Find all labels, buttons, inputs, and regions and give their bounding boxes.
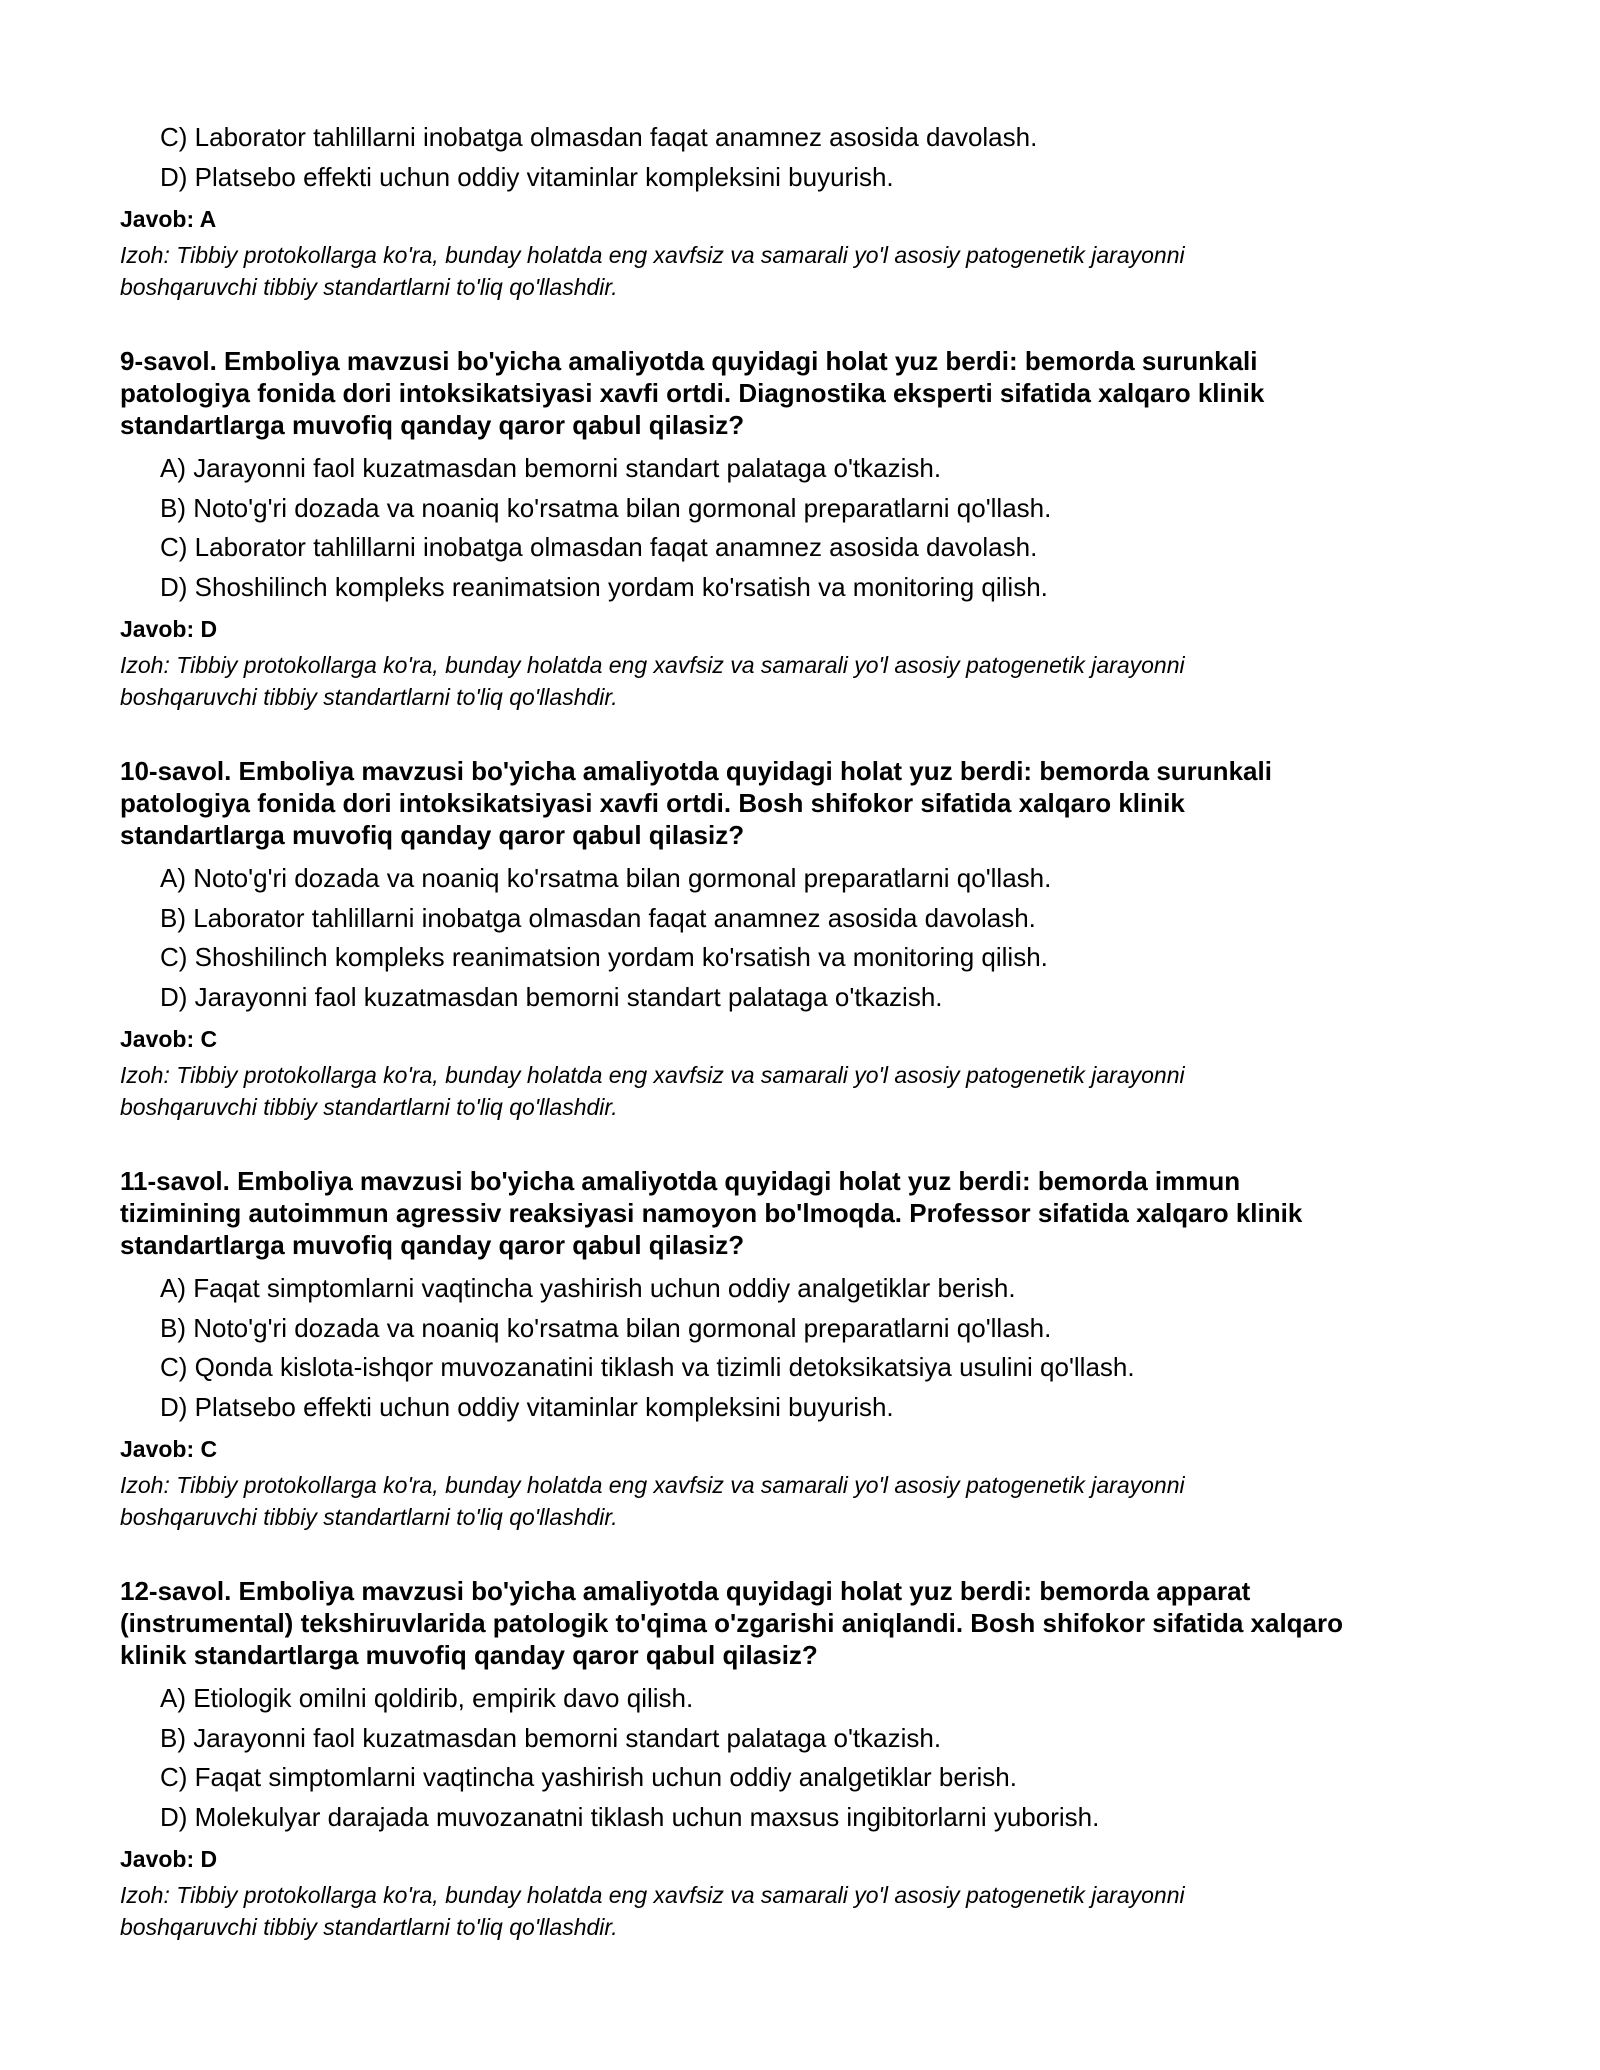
question-title-line: 12-savol. Emboliya mavzusi bo'yicha amaliyotda quyidagi holat yuz berdi: bemorda apparat [120, 1576, 1251, 1606]
question-title-line: standartlarga muvofiq qanday qaror qabul qilasiz? [120, 820, 745, 850]
question-title-line: klinik standartlarga muvofiq qanday qaror qabul qilasiz? [120, 1640, 818, 1670]
document-page [120, 118, 1500, 1943]
question-title-line: 11-savol. Emboliya mavzusi bo'yicha amaliyotda quyidagi holat yuz berdi: bemorda immun [120, 1166, 1241, 1196]
question-title-line: tizimining autoimmun agressiv reaksiyasi namoyon bo'lmoqda. Professor sifatida xalqaro klinik [120, 1198, 1303, 1228]
option-a: A) Noto'g'ri dozada va noaniq ko'rsatma bilan gormonal preparatlarni qo'llash. [160, 863, 1052, 893]
question-title-line: standartlarga muvofiq qanday qaror qabul qilasiz? [120, 410, 745, 440]
question-8-fragment [120, 118, 1500, 303]
explanation-line-2: boshqaruvchi tibbiy standartlarni to'liq qo'llashdir. [120, 1914, 618, 1940]
explanation [120, 649, 1500, 713]
answer: Javob: C [120, 1436, 218, 1462]
question-title-line: patologiya fonida dori intoksikatsiyasi xavfi ortdi. Diagnostika eksperti sifatida xalqaro klinik [120, 378, 1265, 408]
option-a: A) Etiologik omilni qoldirib, empirik davo qilish. [160, 1683, 694, 1713]
question-title-line: 9-savol. Emboliya mavzusi bo'yicha amaliyotda quyidagi holat yuz berdi: bemorda surunkali [120, 346, 1258, 376]
question-title-line: standartlarga muvofiq qanday qaror qabul qilasiz? [120, 1230, 745, 1260]
question-9 [120, 345, 1500, 713]
option-d: D) Platsebo effekti uchun oddiy vitaminlar kompleksini buyurish. [160, 161, 894, 192]
question-title [120, 1575, 1500, 1671]
option-d: D) Jarayonni faol kuzatmasdan bemorni standart palataga o'tkazish. [160, 981, 943, 1012]
answer: Javob: A [120, 206, 217, 232]
answer: Javob: D [120, 616, 218, 642]
answer: Javob: C [120, 1026, 218, 1052]
explanation-line-2: boshqaruvchi tibbiy standartlarni to'liq qo'llashdir. [120, 274, 618, 300]
question-title-line: 10-savol. Emboliya mavzusi bo'yicha amaliyotda quyidagi holat yuz berdi: bemorda surunkali [120, 756, 1272, 786]
option-b: B) Jarayonni faol kuzatmasdan bemorni standart palataga o'tkazish. [160, 1722, 942, 1753]
explanation-line-1: Izoh: Tibbiy protokollarga ko'ra, bunday holatda eng xavfsiz va samarali yo'l asosiy patogenetik jarayonni [120, 1472, 1185, 1498]
question-title [120, 345, 1500, 441]
option-d: D) Molekulyar darajada muvozanatni tiklash uchun maxsus ingibitorlarni yuborish. [160, 1801, 1100, 1832]
question-title [120, 755, 1500, 851]
question-title-line: patologiya fonida dori intoksikatsiyasi xavfi ortdi. Bosh shifokor sifatida xalqaro klinik [120, 788, 1185, 818]
answer: Javob: D [120, 1846, 218, 1872]
option-a: A) Jarayonni faol kuzatmasdan bemorni standart palataga o'tkazish. [160, 453, 942, 483]
question-12 [120, 1575, 1500, 1943]
option-c: C) Shoshilinch kompleks reanimatsion yordam ko'rsatish va monitoring qilish. [160, 942, 1048, 972]
explanation-line-2: boshqaruvchi tibbiy standartlarni to'liq qo'llashdir. [120, 684, 618, 710]
option-b: B) Noto'g'ri dozada va noaniq ko'rsatma bilan gormonal preparatlarni qo'llash. [160, 1312, 1052, 1343]
question-10 [120, 755, 1500, 1123]
explanation-line-2: boshqaruvchi tibbiy standartlarni to'liq qo'llashdir. [120, 1504, 618, 1530]
explanation-line-1: Izoh: Tibbiy protokollarga ko'ra, bunday holatda eng xavfsiz va samarali yo'l asosiy patogenetik jarayonni [120, 1062, 1185, 1088]
explanation-line-1: Izoh: Tibbiy protokollarga ko'ra, bunday holatda eng xavfsiz va samarali yo'l asosiy patogenetik jarayonni [120, 652, 1185, 678]
question-title-line: (instrumental) tekshiruvlarida patologik to'qima o'zgarishi aniqlandi. Bosh shifokor sifatida xalqaro [120, 1608, 1344, 1638]
explanation-line-2: boshqaruvchi tibbiy standartlarni to'liq qo'llashdir. [120, 1094, 618, 1120]
question-11 [120, 1165, 1500, 1533]
option-c: C) Laborator tahlillarni inobatga olmasdan faqat anamnez asosida davolash. [160, 122, 1038, 152]
option-a: A) Faqat simptomlarni vaqtincha yashirish uchun oddiy analgetiklar berish. [160, 1273, 1016, 1303]
explanation-line-1: Izoh: Tibbiy protokollarga ko'ra, bunday holatda eng xavfsiz va samarali yo'l asosiy patogenetik jarayonni [120, 242, 1185, 268]
explanation [120, 1469, 1500, 1533]
option-c: C) Faqat simptomlarni vaqtincha yashirish uchun oddiy analgetiklar berish. [160, 1762, 1017, 1792]
explanation [120, 1879, 1500, 1943]
option-b: B) Laborator tahlillarni inobatga olmasdan faqat anamnez asosida davolash. [160, 902, 1036, 933]
option-d: D) Platsebo effekti uchun oddiy vitaminlar kompleksini buyurish. [160, 1391, 894, 1422]
option-c: C) Qonda kislota-ishqor muvozanatini tiklash va tizimli detoksikatsiya usulini qo'llash. [160, 1352, 1135, 1382]
option-b: B) Noto'g'ri dozada va noaniq ko'rsatma bilan gormonal preparatlarni qo'llash. [160, 492, 1052, 523]
explanation [120, 239, 1500, 303]
option-c: C) Laborator tahlillarni inobatga olmasdan faqat anamnez asosida davolash. [160, 532, 1038, 562]
explanation [120, 1059, 1500, 1123]
question-title [120, 1165, 1500, 1261]
option-d: D) Shoshilinch kompleks reanimatsion yordam ko'rsatish va monitoring qilish. [160, 571, 1048, 602]
explanation-line-1: Izoh: Tibbiy protokollarga ko'ra, bunday holatda eng xavfsiz va samarali yo'l asosiy patogenetik jarayonni [120, 1882, 1185, 1908]
